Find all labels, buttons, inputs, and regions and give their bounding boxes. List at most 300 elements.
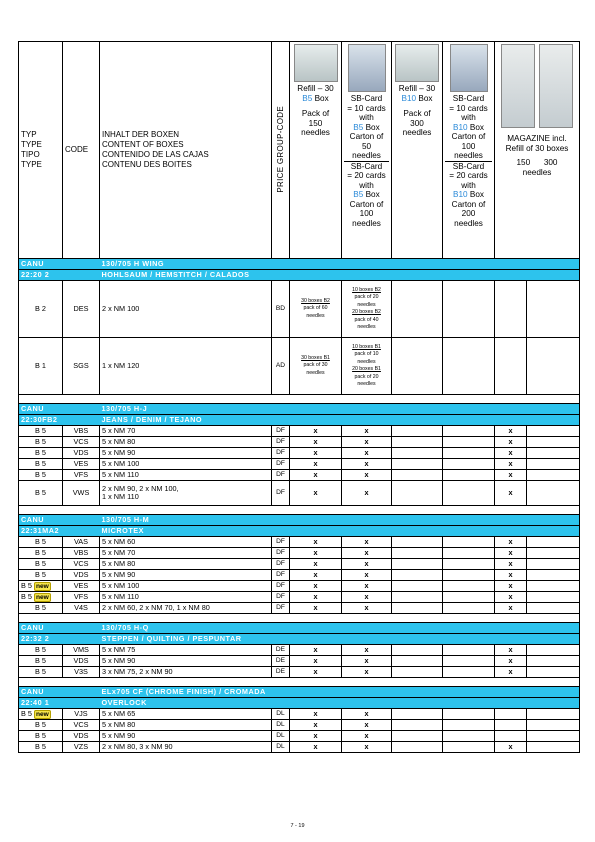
x-cell bbox=[527, 437, 580, 448]
empty-cell bbox=[443, 645, 495, 656]
content-line: 1 x NM 110 bbox=[102, 492, 139, 501]
typ-cell: B 5 bbox=[19, 656, 63, 667]
pack-line: 30 boxes B1 bbox=[301, 354, 330, 361]
x-cell: x bbox=[290, 603, 342, 614]
typ-label: B 5 bbox=[21, 580, 32, 590]
section-name: STEPPEN / QUILTING / PESPUNTAR bbox=[100, 634, 580, 645]
empty-cell bbox=[443, 656, 495, 667]
typ-label: B 5 bbox=[35, 537, 46, 546]
empty-cell bbox=[443, 338, 495, 395]
col2-top3: with bbox=[359, 113, 374, 122]
content-cell: 5 x NM 100 bbox=[100, 459, 272, 470]
empty-cell bbox=[443, 548, 495, 559]
table-row bbox=[19, 437, 580, 448]
typ-de: TYP bbox=[21, 130, 37, 139]
empty-cell bbox=[527, 592, 580, 603]
pack-line: needles bbox=[306, 369, 325, 376]
pack-cell bbox=[290, 281, 342, 338]
section-name: MICROTEX bbox=[100, 526, 580, 537]
typ-cell: B 5 bbox=[19, 645, 63, 656]
x-cell: x bbox=[495, 559, 527, 570]
pack-line: needles bbox=[357, 301, 376, 308]
section-band bbox=[19, 698, 580, 709]
typ-cell bbox=[19, 581, 63, 592]
typ-label: B 5 bbox=[35, 720, 46, 729]
x-cell: x bbox=[495, 592, 527, 603]
header-row bbox=[19, 42, 580, 259]
new-badge: new bbox=[35, 710, 49, 718]
x-cell: x bbox=[290, 731, 342, 742]
code-cell: VDS bbox=[63, 570, 100, 581]
typ-cell bbox=[19, 742, 63, 753]
x-cell: x bbox=[342, 645, 392, 656]
x-cell: x bbox=[495, 459, 527, 470]
content-cell: 2 x NM 80, 3 x NM 90 bbox=[100, 742, 272, 753]
col2-top1: SB-Card bbox=[350, 94, 383, 103]
x-cell bbox=[527, 426, 580, 437]
col3-l1: Refill – 30 bbox=[398, 84, 436, 93]
typ-cell: B 5 bbox=[19, 426, 63, 437]
col4-top3: with bbox=[461, 113, 476, 122]
pg-cell: DF bbox=[272, 426, 290, 437]
x-cell: x bbox=[495, 581, 527, 592]
table-row bbox=[19, 470, 580, 481]
x-cell bbox=[392, 470, 443, 481]
content-cell: 5 x NM 110 bbox=[100, 592, 272, 603]
col4-top6: 100 bbox=[461, 141, 476, 151]
catalog-sheet bbox=[18, 41, 579, 753]
typ-fr: TYPE bbox=[21, 160, 42, 169]
x-cell: x bbox=[342, 709, 392, 720]
pg-cell: DE bbox=[272, 645, 290, 656]
x-cell: x bbox=[495, 426, 527, 437]
typ-cell: B 2 bbox=[19, 281, 63, 338]
refill-b5-header bbox=[290, 42, 342, 259]
code-cell: VBS bbox=[63, 548, 100, 559]
typ-label: B 5 bbox=[35, 603, 46, 612]
x-cell bbox=[527, 481, 580, 506]
x-cell: x bbox=[290, 592, 342, 603]
section-system: 130/705 H-M bbox=[100, 515, 580, 526]
empty-cell bbox=[443, 742, 495, 753]
empty-cell bbox=[392, 731, 443, 742]
x-cell: x bbox=[495, 448, 527, 459]
x-cell: x bbox=[290, 559, 342, 570]
code-cell: VMS bbox=[63, 645, 100, 656]
pack-cell bbox=[342, 281, 392, 338]
pg-cell: DF bbox=[272, 559, 290, 570]
x-cell bbox=[527, 448, 580, 459]
section-band bbox=[19, 623, 580, 634]
section-name: JEANS / DENIM / TEJANO bbox=[100, 415, 580, 426]
pg-cell: DF bbox=[272, 603, 290, 614]
content-cell: 5 x NM 90 bbox=[100, 570, 272, 581]
pack-line: 20 boxes B2 bbox=[352, 309, 381, 315]
pg-cell: DL bbox=[272, 709, 290, 720]
x-cell: x bbox=[342, 459, 392, 470]
section-system: 130/705 H-J bbox=[100, 404, 580, 415]
x-cell: x bbox=[290, 667, 342, 678]
section-name: HOHLSAUM / HEMSTITCH / CALADOS bbox=[100, 270, 580, 281]
col5-c: needles bbox=[522, 167, 552, 177]
table-row bbox=[19, 559, 580, 570]
x-cell bbox=[392, 426, 443, 437]
col2-bot6: 100 bbox=[359, 209, 374, 218]
table-row bbox=[19, 426, 580, 437]
x-cell: x bbox=[290, 548, 342, 559]
typ-cell: B 5 bbox=[19, 448, 63, 459]
col1-l1: Refill – 30 bbox=[297, 84, 334, 93]
refill-box-image bbox=[294, 44, 338, 82]
x-cell: x bbox=[495, 603, 527, 614]
code-cell: VES bbox=[63, 581, 100, 592]
empty-cell bbox=[443, 667, 495, 678]
content-cell: 2 x NM 60, 2 x NM 70, 1 x NM 80 bbox=[100, 603, 272, 614]
x-cell: x bbox=[290, 581, 342, 592]
col2-top4: Box bbox=[365, 122, 380, 132]
col4-bot1: SB-Card bbox=[452, 161, 485, 171]
pg-cell: DL bbox=[272, 742, 290, 753]
magazine-header bbox=[495, 42, 580, 259]
col4-bot5: Carton of bbox=[451, 199, 486, 209]
pg-cell: AD bbox=[272, 338, 290, 395]
pg-cell: DF bbox=[272, 537, 290, 548]
empty-cell bbox=[527, 281, 580, 338]
col2-top2: = 10 cards bbox=[347, 103, 386, 113]
x-cell bbox=[443, 448, 495, 459]
empty-cell bbox=[527, 581, 580, 592]
x-cell: x bbox=[495, 481, 527, 506]
col3-l5: needles bbox=[402, 128, 432, 137]
col4-blue2: B10 bbox=[453, 190, 468, 199]
table-row bbox=[19, 709, 580, 720]
content-en: CONTENT OF BOXES bbox=[102, 140, 184, 149]
table-row bbox=[19, 667, 580, 678]
col2-top7: needles bbox=[344, 151, 389, 162]
content-cell: 5 x NM 80 bbox=[100, 720, 272, 731]
x-cell: x bbox=[495, 742, 527, 753]
pack-line: pack of 30 bbox=[303, 362, 328, 369]
empty-cell bbox=[392, 709, 443, 720]
table-row bbox=[19, 338, 580, 395]
typ-cell: B 5 bbox=[19, 481, 63, 506]
x-cell: x bbox=[290, 426, 342, 437]
col4-bot3: with bbox=[461, 180, 476, 190]
typ-cell bbox=[19, 548, 63, 559]
x-cell bbox=[392, 481, 443, 506]
content-cell: 5 x NM 90 bbox=[100, 656, 272, 667]
section-brand: CANU bbox=[19, 515, 100, 526]
empty-cell bbox=[392, 570, 443, 581]
empty-cell bbox=[527, 667, 580, 678]
empty-cell bbox=[392, 720, 443, 731]
col1-blue: B5 bbox=[302, 93, 313, 103]
magazine-images bbox=[497, 44, 577, 130]
x-cell: x bbox=[342, 570, 392, 581]
typ-cell bbox=[19, 603, 63, 614]
pg-cell: DF bbox=[272, 459, 290, 470]
x-cell: x bbox=[290, 459, 342, 470]
typ-label: B 5 bbox=[21, 591, 32, 601]
x-cell bbox=[443, 470, 495, 481]
x-cell: x bbox=[290, 656, 342, 667]
table-row bbox=[19, 645, 580, 656]
section-code: 22:20 2 bbox=[19, 270, 100, 281]
empty-cell bbox=[495, 281, 527, 338]
x-cell: x bbox=[342, 481, 392, 506]
table-row bbox=[19, 570, 580, 581]
section-brand: CANU bbox=[19, 404, 100, 415]
empty-cell bbox=[527, 742, 580, 753]
col2-bot2: = 20 cards bbox=[347, 171, 386, 180]
code-cell: VDS bbox=[63, 731, 100, 742]
typ-label: B 5 bbox=[35, 548, 46, 557]
pack-line: needles bbox=[357, 358, 376, 365]
content-cell: 5 x NM 60 bbox=[100, 537, 272, 548]
col4-top1: SB-Card bbox=[452, 94, 485, 103]
col3-l2: Box bbox=[418, 93, 433, 103]
typ-cell: B 5 bbox=[19, 437, 63, 448]
x-cell: x bbox=[290, 720, 342, 731]
x-cell: x bbox=[290, 645, 342, 656]
pack-line: 10 boxes B2 bbox=[352, 286, 381, 293]
typ-label: B 5 bbox=[35, 742, 46, 751]
x-cell: x bbox=[495, 645, 527, 656]
magazine-image-150 bbox=[501, 44, 535, 128]
pg-cell: DF bbox=[272, 581, 290, 592]
x-cell: x bbox=[342, 592, 392, 603]
code-cell: V3S bbox=[63, 667, 100, 678]
col2-top5: Carton of bbox=[349, 132, 384, 141]
empty-cell bbox=[443, 731, 495, 742]
pg-cell: DF bbox=[272, 481, 290, 506]
col4-bot2: = 20 cards bbox=[449, 171, 488, 180]
col1-l4: 150 bbox=[308, 118, 323, 128]
pg-cell: DE bbox=[272, 667, 290, 678]
price-group-label: PRICE GROUP-CODE bbox=[275, 105, 285, 193]
empty-cell bbox=[392, 667, 443, 678]
code-cell: VJS bbox=[63, 709, 100, 720]
col3-l3: Pack of bbox=[403, 109, 431, 118]
empty-cell bbox=[392, 742, 443, 753]
new-badge: new bbox=[35, 593, 49, 601]
table-row bbox=[19, 720, 580, 731]
empty-cell bbox=[392, 548, 443, 559]
section-band bbox=[19, 526, 580, 537]
x-cell bbox=[527, 470, 580, 481]
col4-top4: Box bbox=[469, 122, 484, 132]
typ-cell bbox=[19, 559, 63, 570]
table-row bbox=[19, 603, 580, 614]
x-cell: x bbox=[495, 470, 527, 481]
content-cell: 5 x NM 70 bbox=[100, 548, 272, 559]
content-cell: 1 x NM 120 bbox=[100, 338, 272, 395]
col4-bot6: 200 bbox=[461, 209, 476, 218]
pg-cell: DE bbox=[272, 656, 290, 667]
pg-cell: BD bbox=[272, 281, 290, 338]
col2-blue1: B5 bbox=[353, 122, 364, 132]
content-cell: 5 x NM 90 bbox=[100, 731, 272, 742]
pg-cell: DF bbox=[272, 548, 290, 559]
section-band bbox=[19, 515, 580, 526]
empty-cell bbox=[527, 656, 580, 667]
x-cell: x bbox=[495, 656, 527, 667]
col4-blue1: B10 bbox=[453, 122, 468, 132]
needle-table bbox=[18, 41, 580, 753]
x-cell: x bbox=[290, 709, 342, 720]
empty-cell bbox=[527, 645, 580, 656]
page-number: 7 - 19 bbox=[290, 823, 305, 829]
x-cell: x bbox=[495, 437, 527, 448]
content-cell: 5 x NM 90 bbox=[100, 448, 272, 459]
col1-l5: needles bbox=[301, 128, 330, 137]
typ-label: B 5 bbox=[35, 731, 46, 740]
typ-cell: B 5 bbox=[19, 667, 63, 678]
x-cell: x bbox=[290, 481, 342, 506]
code-cell: VWS bbox=[63, 481, 100, 506]
section-brand: CANU bbox=[19, 623, 100, 634]
content-cell: 5 x NM 65 bbox=[100, 709, 272, 720]
x-cell: x bbox=[342, 667, 392, 678]
content-de: INHALT DER BOXEN bbox=[102, 130, 180, 139]
section-gap bbox=[19, 395, 580, 404]
col5-l1: MAGAZINE incl. bbox=[507, 134, 567, 143]
x-cell bbox=[443, 426, 495, 437]
section-system: ELx705 CF (CHROME FINISH) / CROMADA bbox=[100, 687, 580, 698]
table-row bbox=[19, 448, 580, 459]
table-row bbox=[19, 459, 580, 470]
typ-cell bbox=[19, 731, 63, 742]
typ-cell: B 5 bbox=[19, 459, 63, 470]
x-cell: x bbox=[342, 426, 392, 437]
empty-cell bbox=[392, 281, 443, 338]
code-cell: VAS bbox=[63, 537, 100, 548]
col2-blue2: B5 bbox=[353, 190, 364, 199]
refill-b10-box-image bbox=[395, 44, 439, 82]
empty-cell bbox=[443, 537, 495, 548]
x-cell bbox=[495, 709, 527, 720]
pack-line: needles bbox=[306, 312, 325, 319]
pg-cell: DF bbox=[272, 470, 290, 481]
col2-bot5: Carton of bbox=[349, 199, 384, 209]
section-system: 130/705 H-Q bbox=[100, 623, 580, 634]
section-gap bbox=[19, 614, 580, 623]
empty-cell bbox=[443, 603, 495, 614]
section-code: 22:30FB2 bbox=[19, 415, 100, 426]
x-cell: x bbox=[342, 581, 392, 592]
code-cell: V4S bbox=[63, 603, 100, 614]
content-line: 2 x NM 90, 2 x NM 100, bbox=[102, 484, 179, 493]
section-system: 130/705 H WING bbox=[100, 259, 580, 270]
section-band bbox=[19, 415, 580, 426]
col4-top5: Carton of bbox=[451, 132, 486, 141]
x-cell: x bbox=[342, 656, 392, 667]
table-row bbox=[19, 592, 580, 603]
empty-cell bbox=[392, 537, 443, 548]
empty-cell bbox=[495, 338, 527, 395]
empty-cell bbox=[527, 720, 580, 731]
x-cell bbox=[495, 720, 527, 731]
code-cell: DES bbox=[63, 281, 100, 338]
empty-cell bbox=[527, 731, 580, 742]
x-cell: x bbox=[495, 667, 527, 678]
x-cell: x bbox=[290, 437, 342, 448]
col3-blue: B10 bbox=[401, 93, 417, 103]
typ-label: B 5 bbox=[21, 708, 32, 718]
typ-es: TIPO bbox=[21, 150, 40, 159]
table-row bbox=[19, 548, 580, 559]
empty-cell bbox=[443, 281, 495, 338]
section-gap bbox=[19, 506, 580, 515]
x-cell: x bbox=[342, 720, 392, 731]
empty-cell bbox=[443, 570, 495, 581]
typ-cell bbox=[19, 709, 63, 720]
x-cell: x bbox=[495, 537, 527, 548]
typ-header bbox=[19, 42, 63, 259]
content-header bbox=[100, 42, 272, 259]
col2-bot7: needles bbox=[352, 218, 381, 228]
pack-line: pack of 20 bbox=[354, 294, 379, 300]
x-cell: x bbox=[342, 559, 392, 570]
table-row bbox=[19, 481, 580, 506]
content-cell: 5 x NM 70 bbox=[100, 426, 272, 437]
typ-en: TYPE bbox=[21, 140, 42, 149]
code-cell: VDS bbox=[63, 448, 100, 459]
section-band bbox=[19, 687, 580, 698]
empty-cell bbox=[527, 537, 580, 548]
x-cell bbox=[392, 437, 443, 448]
pack-line: 10 boxes B1 bbox=[352, 343, 381, 350]
x-cell: x bbox=[342, 603, 392, 614]
x-cell: x bbox=[342, 548, 392, 559]
pack-line: needles bbox=[357, 381, 376, 387]
refill-b10-header bbox=[392, 42, 443, 259]
col4-top7: needles bbox=[445, 151, 492, 162]
code-cell: VCS bbox=[63, 437, 100, 448]
x-cell bbox=[443, 459, 495, 470]
pg-cell: DF bbox=[272, 448, 290, 459]
col5-a: 150 bbox=[516, 158, 531, 167]
sbcard-b5-header bbox=[342, 42, 392, 259]
empty-cell bbox=[527, 548, 580, 559]
code-cell: VFS bbox=[63, 592, 100, 603]
x-cell bbox=[527, 459, 580, 470]
pack-line: needles bbox=[357, 324, 376, 330]
section-code: 22:32 2 bbox=[19, 634, 100, 645]
section-brand: CANU bbox=[19, 259, 100, 270]
table-row bbox=[19, 281, 580, 338]
code-cell: VCS bbox=[63, 720, 100, 731]
sb-card-b10-image bbox=[450, 44, 488, 92]
pg-cell: DF bbox=[272, 592, 290, 603]
pack-cell bbox=[290, 338, 342, 395]
col4-bot4: Box bbox=[469, 190, 484, 199]
x-cell: x bbox=[342, 437, 392, 448]
empty-cell bbox=[392, 581, 443, 592]
code-cell: VDS bbox=[63, 656, 100, 667]
section-name: OVERLOCK bbox=[100, 698, 580, 709]
pack-line: 20 boxes B1 bbox=[352, 366, 381, 372]
x-cell: x bbox=[342, 537, 392, 548]
pack-line: 30 boxes B2 bbox=[301, 297, 330, 304]
x-cell bbox=[392, 459, 443, 470]
col1-l3: Pack of bbox=[301, 109, 330, 118]
table-row bbox=[19, 742, 580, 753]
empty-cell bbox=[443, 581, 495, 592]
typ-cell bbox=[19, 537, 63, 548]
empty-cell bbox=[392, 645, 443, 656]
x-cell: x bbox=[290, 537, 342, 548]
